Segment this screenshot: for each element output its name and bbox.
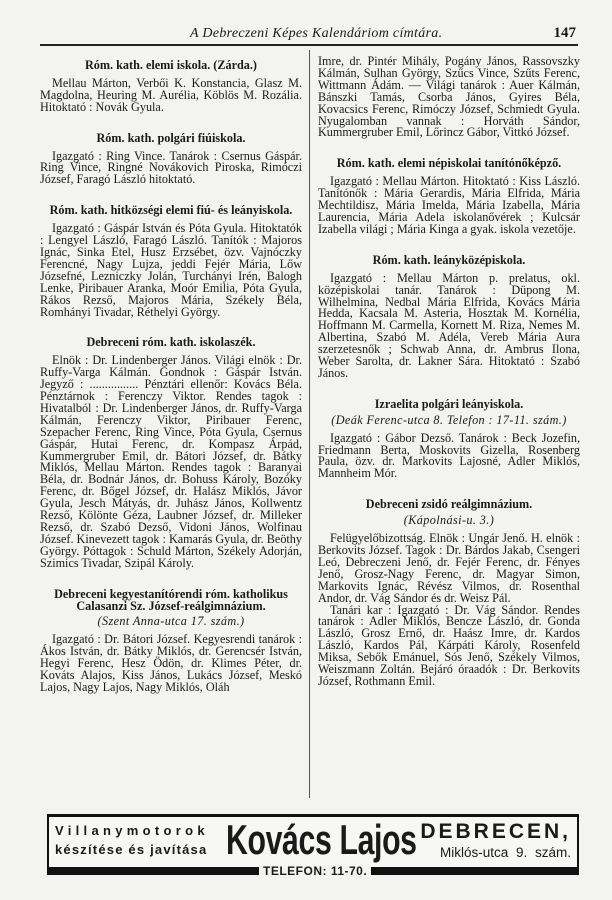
- section-title: Róm. kath. leányközépiskola.: [372, 252, 526, 267]
- section-paragraph: Igazgató : Ring Vince. Tanárok : Csernus Gáspár. Ring Vince, Ringné Novákovich Piroska, Rimóczi József, Faragó László hitoktató.: [40, 148, 302, 187]
- column-divider: [309, 50, 310, 798]
- page-number: 147: [553, 25, 576, 41]
- section-title: Róm. kath. elemi népiskolai tanítónőképző.: [336, 156, 562, 171]
- section-paragraph: Felügyelőbizottság. Elnök : Ungár Jenő. H. elnök : Berkovits József. Tagok : Dr. Bárdos Jakab, Csengeri Leó, Debreczeni Jenő, dr. Fejér Ferenc, dr. Fényes Jenő, Grosz-Nagy Ferenc, dr. Magyar Simon, Markovits Ignác, Révész Vilmos, dr. Rosenthal Andor, dr. Vág Sándor és dr. Weisz Pál.: [318, 531, 580, 605]
- ad-city: DEBRECEN,: [420, 820, 571, 843]
- ad-line-1: Villanymotorok: [55, 823, 209, 838]
- school-section: [318, 499, 580, 688]
- ad-phone: TELEFON: 11-70.: [259, 865, 371, 878]
- advertisement-box: [47, 814, 579, 878]
- section-title: Debreceni róm. kath. iskolaszék.: [86, 335, 256, 350]
- school-section: [40, 130, 302, 187]
- left-column: [40, 54, 302, 694]
- school-section: [318, 396, 580, 481]
- school-section: [318, 158, 580, 235]
- school-section: [318, 252, 580, 380]
- ad-street-address: Miklós-utca 9. szám.: [439, 845, 571, 860]
- school-section: [40, 586, 302, 694]
- section-paragraph: Igazgató : Mellau Márton. Hitoktató : Kiss László. Tanítónők : Mária Gerardis, Mária Elfrida, Mária Mechtildisz, Mária Imelda, Mária Izabella, Mária Laurencia, Mária Adela iskolanővérek ; Kulcsár Izabella világi ; Mária Kinga a gyak. iskola vezetője.: [318, 174, 580, 236]
- section-paragraph: Igazgató : Gáspár István és Póta Gyula. Hitoktatók : Lengyel László, Faragó László. Tanítók : Majoros Ignác, Sinka Etel, Husz Erzsébet, özv. Vajnóczky Ferencné, Nagy Lujza, jeddi Fejér Mária, Lőw Józsefné, Lezniczky Jolán, Turchányi Irén, Balogh Lenke, Piribauer Aranka, Moór Emilia, Póta Gyula, Rákos Rezső, Majoros Mária, Székely Béla, Romhányi Tivadar, Réthelyi György.: [40, 221, 302, 319]
- section-paragraph: Mellau Márton, Verbői K. Konstancia, Glasz M. Magdolna, Heuring M. Aurélia, Köblös M. Rozália. Hitoktató : Novák Gyula.: [40, 75, 302, 114]
- right-column: [318, 54, 580, 688]
- section-paragraph: Tanári kar : Igazgató : Dr. Vág Sándor. Rendes tanárok : Adler Miklós, Bencze László, dr. Gonda László, Grosz Ernő, dr. Haász Imre, dr. Kardos László, Kardos Pál, Kárpáti Károly, Rosenfeld Miksa, Sebők Emánuel, Sós Jenő, Székely Vilmos, Weiszmann Zoltán. Bejáró óraadók : Dr. Berkovits József, Rothmann Emil.: [318, 602, 580, 688]
- ad-business-name: Kovács Lajos: [226, 816, 417, 863]
- section-address: (Szent Anna-utca 17. szám.): [97, 614, 245, 629]
- section-title: Debreceni zsidó reálgimnázium.: [365, 497, 533, 512]
- section-paragraph: Igazgató : Mellau Márton p. prelatus, okl. középiskolai tanár. Tanárok : Düpong M. Wilhelmina, Nedbal Mária Elfrida, Kovács Mária Hedda, Kacsala M. Asteria, Hosztak M. Kornélia, Hoffmann M. Carmella, Kornett M. Riza, Nemes M. Albertina, Szabó M. Adéla, Vereb Mária Aura szerzetesnők ; Schwab Anna, dr. Ambrus Ilona, Weber Sarolta, dr. Lakner Sára. Hitoktató : Szabó János.: [318, 270, 580, 380]
- running-header: [40, 22, 578, 46]
- section-title: Izraelita polgári leányiskola.: [374, 396, 524, 411]
- school-section: [40, 60, 302, 114]
- section-title: Debreceni kegyestanítórendi róm. katholikus Calasanzi Sz. József-reálgimnázium.: [54, 586, 288, 613]
- school-section: [40, 205, 302, 318]
- running-title: A Debreczeni Képes Kalendáriom címtára.: [190, 26, 443, 41]
- section-title: Róm. kath. elemi iskola. (Zárda.): [85, 58, 257, 72]
- section-paragraph: Igazgató : Gábor Dezső. Tanárok : Beck Jozefin, Friedmann Berta, Moskovits Gizella, Rosenberg Paula, özv. dr. Markovits Lajosné, Adler Miklós, Mannheim Mór.: [318, 430, 580, 481]
- school-section: [40, 337, 302, 569]
- section-title: Róm. kath. polgári fiúiskola.: [96, 130, 246, 145]
- continued-section: [318, 56, 580, 139]
- section-paragraph: Elnök : Dr. Lindenberger János. Világi elnök : Dr. Ruffy-Varga Kálmán. Gondnok : Gáspár István. Jegyző : ................ Pénztári ellenőr: Kovács Béla. Pénztárnok : Ferenczy Viktor. Rendes tagok : Hivatalból : Dr. Lindenberger János, dr. Ruffy-Varga Kálmán, Ferenczy Viktor, Piribauer Ferenc, Szepacher Ferenc, Ring Vince, Póta Gyula, Csernus Gáspár, Hutai Ferenc, dr. Kompasz Árpád, Kummergruber Emil, dr. Bátori József, dr. Bátky Miklós, Mellau Márton. Rendes tagok : Baranyai Béla, dr. Bodnár János, dr. Bohuss Károly, Bozóky Ferenc, dr. Bőgel József, dr. Halász Miklós, Jávor Gyula, Jesch Mátyás, dr. Juhász János, Kollwentz Rezső, Kölönte Géza, Laubner József, dr. Milleker Rezső, dr. Szabó Dezső, Vidoni János, Wolfinau József. Kinevezett tagok : Kamarás Gyula, dr. Beöthy György. Póttagok : Schuld Márton, Székely Adorján, Szimics Tivadar, Szipál Károly.: [40, 353, 302, 570]
- ad-line-2: készítése és javítása: [55, 842, 208, 857]
- section-paragraph: Igazgató : Dr. Bátori József. Kegyesrendi tanárok : Ákos István, dr. Bátky Miklós, dr. Gerencsér István, Hegyi Ferenc, Hesz Ödön, dr. Klimes Péter, dr. Kováts Alajos, Kiss János, Lukács József, Meskó Lajos, Nagy Lajos, Nagy Miklós, Oláh: [40, 632, 302, 694]
- section-address: (Deák Ferenc-utca 8. Telefon : 17-11. szám.): [331, 412, 567, 427]
- section-paragraph: Imre, dr. Pintér Mihály, Pogány János, Rassovszky Kálmán, Sulhan György, Szűcs Vince, Szűts Ferenc, Wittmann Ádám. — Világi tanárok : Auer Kálmán, Bánszki Tamás, Csorba János, Gyires Béla, Kovacsics Ferenc, Rimóczy József, Schmiedt Gyula. Nyugalomban vannak : Horváth Sándor, Kummergruber Emil, Lőrincz Gábor, Vittkó József.: [318, 54, 580, 140]
- section-address: (Kápolnási-u. 3.): [403, 513, 495, 528]
- section-title: Róm. kath. hitközségi elemi fiú- és leányiskola.: [49, 203, 293, 218]
